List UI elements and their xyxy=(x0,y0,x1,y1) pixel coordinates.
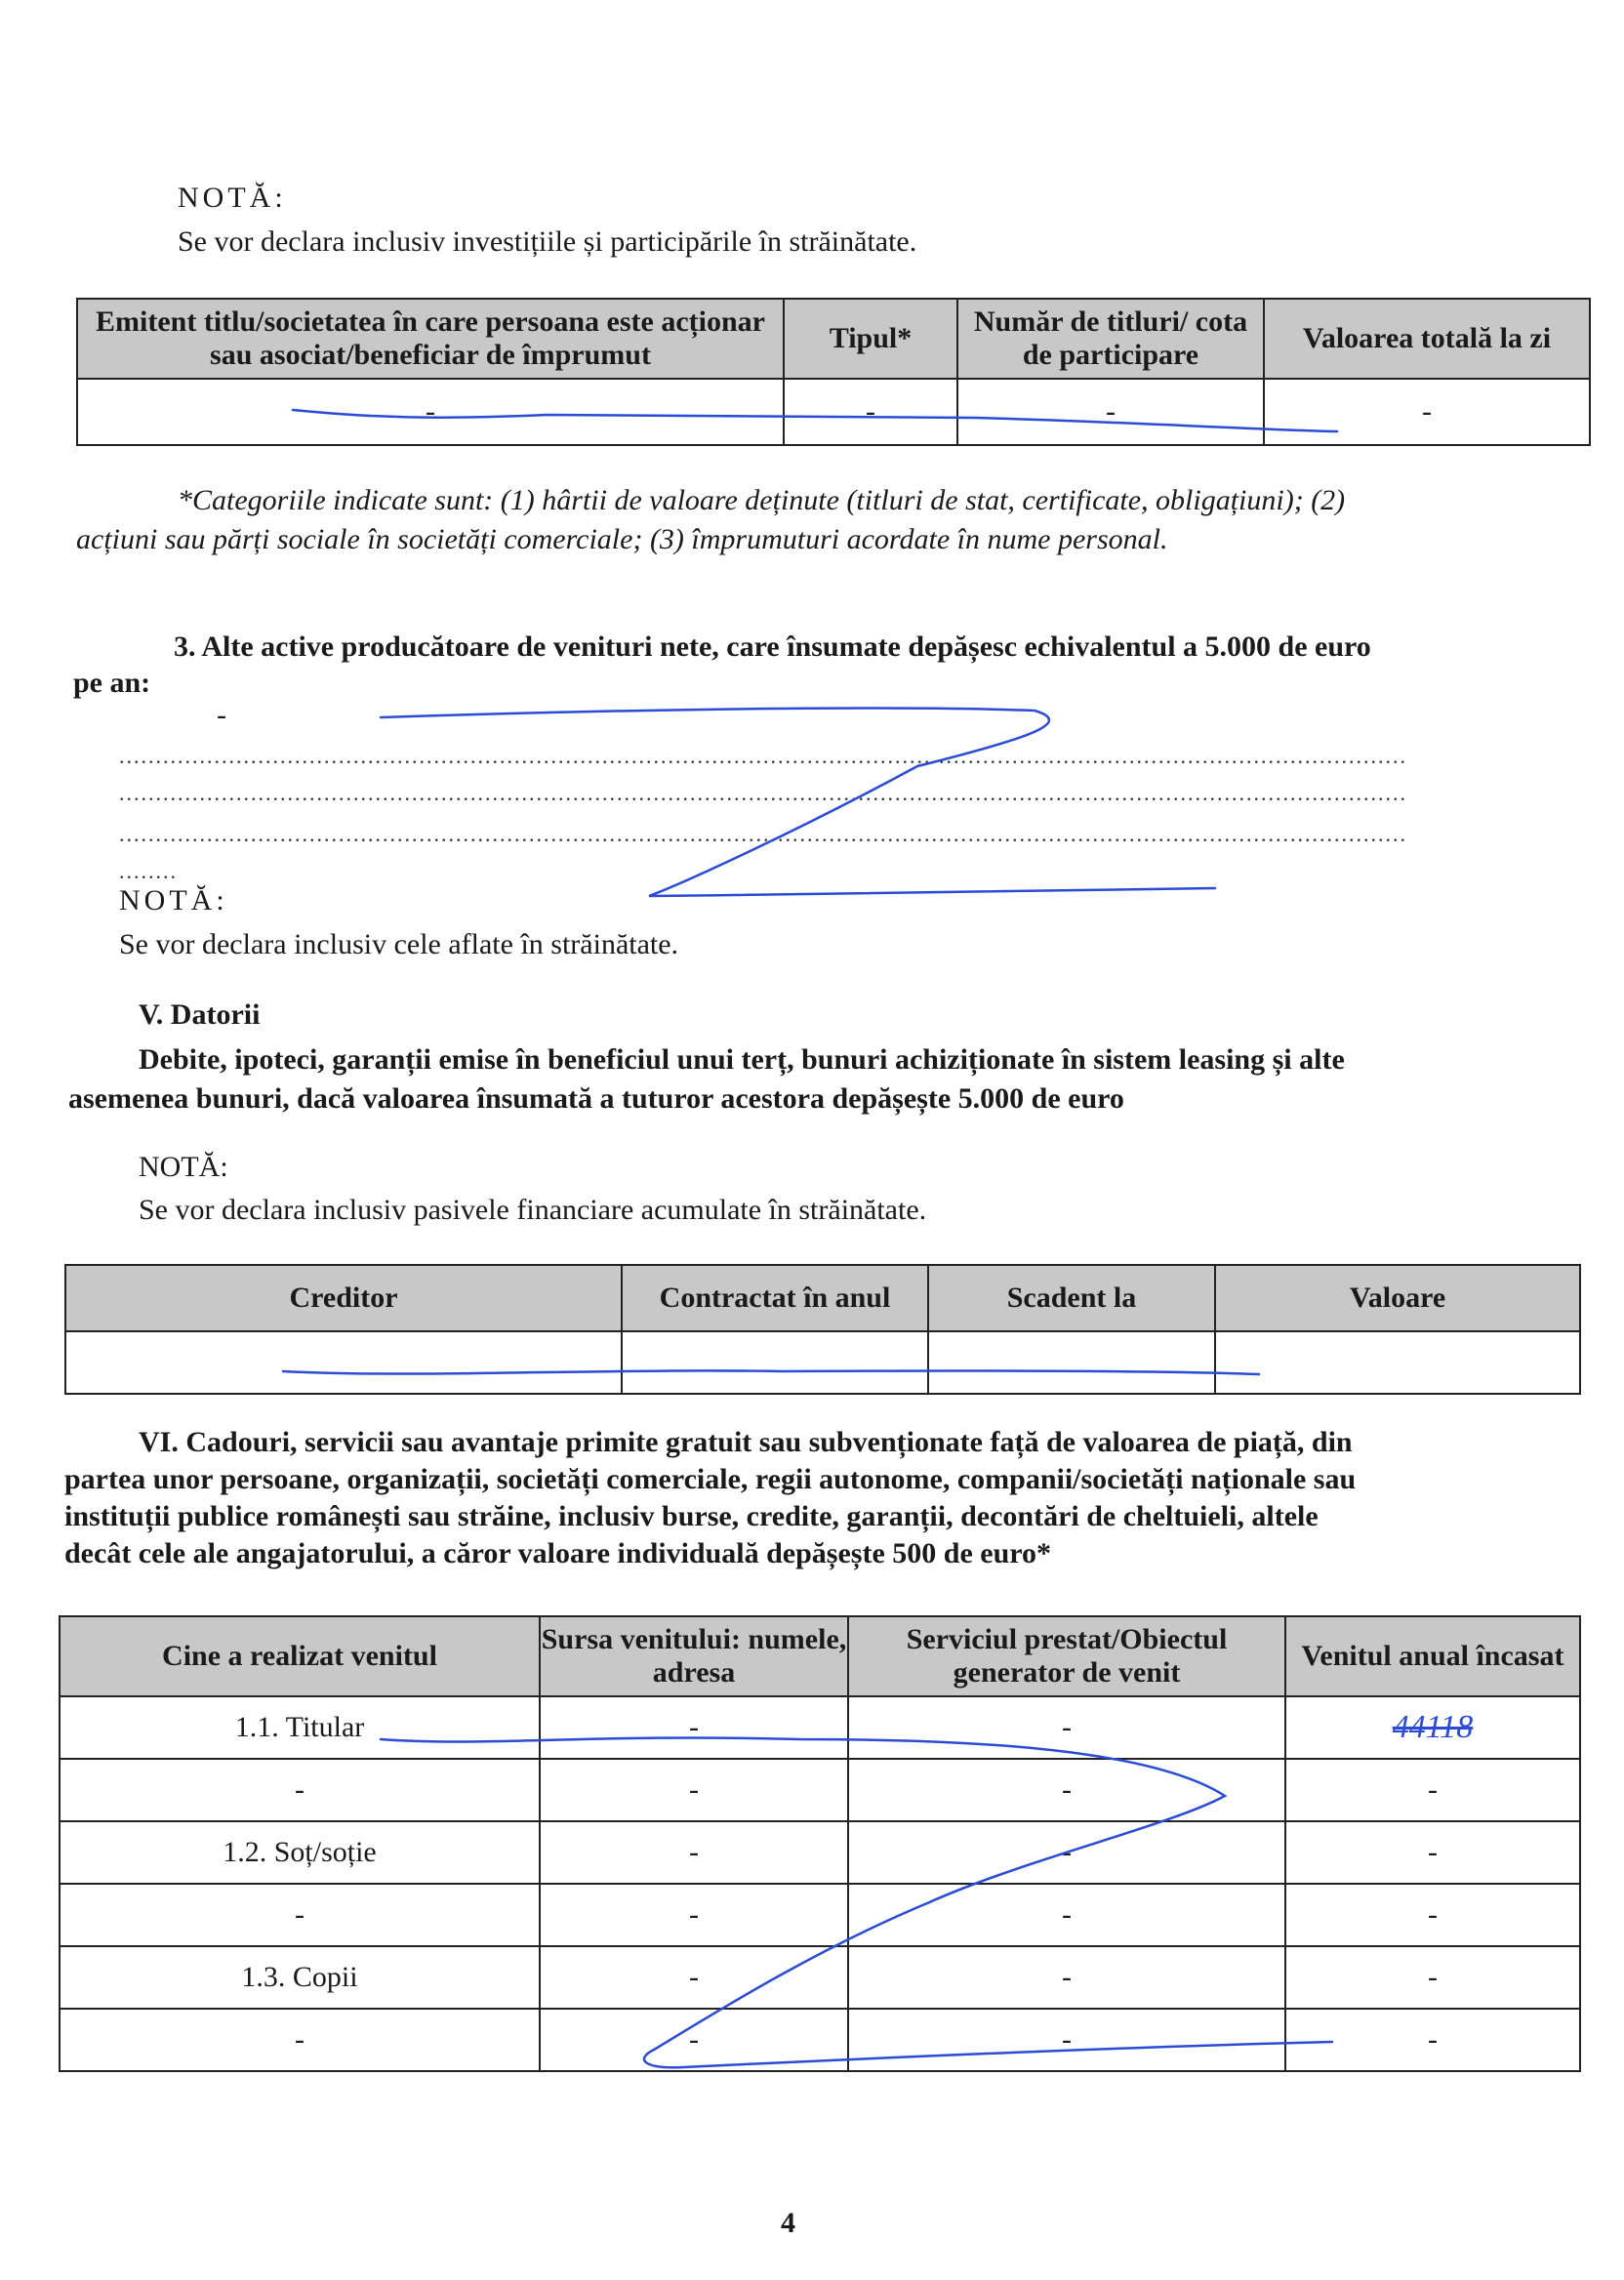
note-text: Se vor declara inclusiv cele aflate în străinătate. xyxy=(119,928,679,960)
table-cell: - xyxy=(848,2009,1285,2071)
table-cell: - xyxy=(848,1759,1285,1821)
column-header-contract-year: Contractat în anul xyxy=(622,1265,928,1331)
section-6-line-1: VI. Cadouri, servicii sau avantaje primite gratuit sau subvenționate față de valoarea de piață, din xyxy=(139,1426,1353,1458)
table-row xyxy=(60,1821,1580,1884)
table-cell: 1.3. Copii xyxy=(60,1946,540,2009)
table-header-row xyxy=(65,1265,1580,1331)
column-header-count: Număr de titluri/ cota de participare xyxy=(957,299,1264,379)
table-cell: - xyxy=(60,2009,540,2071)
note-title: NOTĂ: xyxy=(119,884,228,916)
table-cell xyxy=(1215,1331,1580,1394)
column-header-due-date: Scadent la xyxy=(928,1265,1215,1331)
table-cell: - xyxy=(848,1946,1285,2009)
table-cell xyxy=(622,1331,928,1394)
dotted-line-end: ........ xyxy=(119,859,178,883)
column-header-issuer: Emitent titlu/societatea în care persoana este acționar sau asociat/beneficiar de împrumut xyxy=(77,299,784,379)
table-cell: - xyxy=(1285,1946,1580,2009)
table-cell: - xyxy=(540,2009,848,2071)
categories-note-line-2: acțiuni sau părți sociale în societăți comerciale; (3) împrumuturi acordate în nume personal. xyxy=(76,523,1168,555)
table-header-row xyxy=(60,1616,1580,1696)
table-cell: - xyxy=(540,1821,848,1884)
table-cell: - xyxy=(60,1759,540,1821)
table-cell: - xyxy=(848,1696,1285,1759)
table-cell: - xyxy=(957,379,1264,445)
gifts-table xyxy=(59,1615,1581,2072)
table-row xyxy=(60,1946,1580,2009)
section-3-heading-cont: pe an: xyxy=(73,667,151,699)
table-row xyxy=(60,1696,1580,1759)
note-text: Se vor declara inclusiv investițiile și participările în străinătate. xyxy=(178,225,917,258)
investments-table xyxy=(76,298,1591,446)
dotted-line: ................................................................................................................................................................................ xyxy=(119,744,1407,768)
section-6-line-4: decât cele ale angajatorului, a căror valoare individuală depășește 500 de euro* xyxy=(64,1537,1052,1569)
table-cell xyxy=(65,1331,622,1394)
table-cell xyxy=(928,1331,1215,1394)
table-cell: - xyxy=(1264,379,1590,445)
table-cell: - xyxy=(1285,1759,1580,1821)
section-3-dash: - xyxy=(217,699,226,731)
table-row xyxy=(60,1884,1580,1946)
column-header-value: Valoare xyxy=(1215,1265,1580,1331)
dotted-line: ................................................................................................................................................................................ xyxy=(119,781,1407,805)
table-row xyxy=(60,2009,1580,2071)
table-cell: - xyxy=(1285,1884,1580,1946)
table-cell: - xyxy=(848,1821,1285,1884)
table-cell: - xyxy=(540,1759,848,1821)
column-header-source: Sursa venitului: numele, adresa xyxy=(540,1616,848,1696)
categories-note-line-1: *Categoriile indicate sunt: (1) hârtii de valoare deținute (titluri de stat, certificate, obligațiuni); (2) xyxy=(178,484,1346,516)
table-row xyxy=(60,1759,1580,1821)
table-cell: - xyxy=(77,379,784,445)
table-cell: - xyxy=(540,1946,848,2009)
section-5-title: V. Datorii xyxy=(139,998,261,1031)
table-cell: 1.1. Titular xyxy=(60,1696,540,1759)
note-title: NOTĂ: xyxy=(178,182,287,214)
section-3-heading: 3. Alte active producătoare de venituri nete, care însumate depășesc echivalentul a 5.000 de euro xyxy=(174,631,1371,663)
column-header-type: Tipul* xyxy=(784,299,957,379)
dotted-line: ................................................................................................................................................................................ xyxy=(119,822,1407,846)
section-6-line-3: instituții publice românești sau străine, inclusiv burse, credite, garanții, decontări de cheltuieli, altele xyxy=(64,1500,1319,1532)
column-header-annual-income: Venitul anual încasat xyxy=(1285,1616,1580,1696)
column-header-total-value: Valoarea totală la zi xyxy=(1264,299,1590,379)
table-cell: - xyxy=(540,1696,848,1759)
column-header-service: Serviciul prestat/Obiectul generator de venit xyxy=(848,1616,1285,1696)
table-cell: - xyxy=(848,1884,1285,1946)
table-row xyxy=(65,1331,1580,1394)
section-5-line-2: asemenea bunuri, dacă valoarea însumată a tuturor acestora depășește 5.000 de euro xyxy=(68,1082,1124,1115)
column-header-who: Cine a realizat venitul xyxy=(60,1616,540,1696)
section-6-line-2: partea unor persoane, organizații, societăți comerciale, regii autonome, companii/societăți naționale sau xyxy=(64,1463,1357,1495)
table-header-row xyxy=(77,299,1590,379)
note-text: Se vor declara inclusiv pasivele financiare acumulate în străinătate. xyxy=(139,1194,927,1226)
table-cell: - xyxy=(784,379,957,445)
debts-table xyxy=(64,1264,1581,1395)
note-title: NOTĂ: xyxy=(139,1151,228,1183)
page-number: 4 xyxy=(781,2207,795,2239)
section-5-line-1: Debite, ipoteci, garanții emise în beneficiul unui terț, bunuri achiziționate în sistem leasing și alte xyxy=(139,1043,1345,1076)
table-row xyxy=(77,379,1590,445)
column-header-creditor: Creditor xyxy=(65,1265,622,1331)
table-cell: - xyxy=(540,1884,848,1946)
table-cell: - xyxy=(60,1884,540,1946)
handwritten-income-value: 44118 xyxy=(1285,1696,1580,1759)
table-cell: - xyxy=(1285,1821,1580,1884)
table-cell: - xyxy=(1285,2009,1580,2071)
table-cell: 1.2. Soț/soție xyxy=(60,1821,540,1884)
